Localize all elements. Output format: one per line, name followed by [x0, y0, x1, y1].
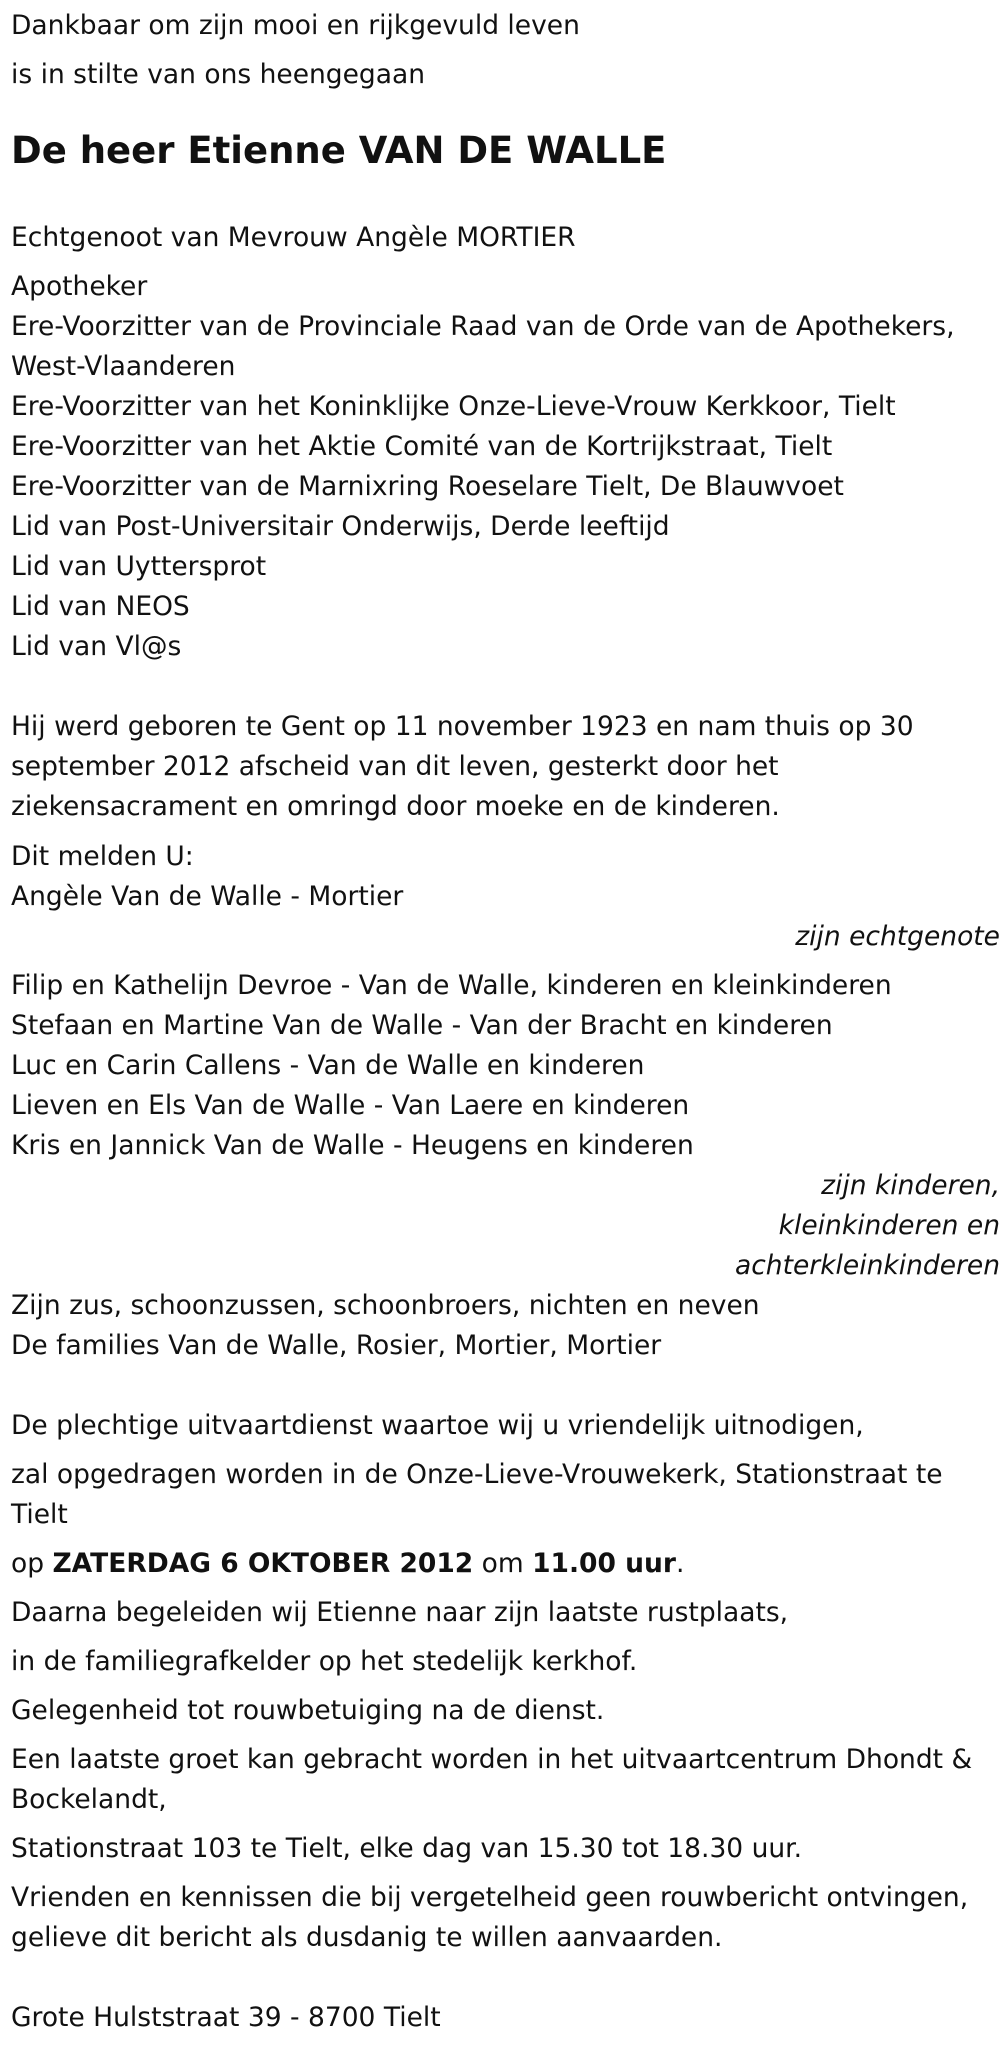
date-connector: om [473, 1548, 533, 1579]
widow-line: Angèle Van de Walle - Mortier [11, 881, 404, 912]
children-list [11, 966, 992, 1166]
service-date: ZATERDAG 6 OKTOBER 2012 [52, 1548, 474, 1579]
titles-list [11, 267, 992, 667]
date-suffix: . [675, 1548, 685, 1579]
address-hours-line: Stationstraat 103 te Tielt, elke dag van 15.30 tot 18.30 uur. [11, 1833, 803, 1864]
birth-paragraph: Hij werd geboren te Gent op 11 november 1923 en nam thuis op 30 september 2012 afscheid van dit leven, gesterkt door het ziekensacrament en omringd door moeke en de kinderen. [11, 711, 914, 822]
service-date-line [11, 1544, 992, 1584]
title-item: Ere-Voorzitter van de Marnixring Roeselare Tielt, De Blauwvoet [11, 471, 844, 502]
date-prefix: op [11, 1548, 53, 1579]
burial-line-2: in de familiegrafkelder op het stedelijk kerkhof. [11, 1646, 638, 1677]
title-item: Ere-Voorzitter van het Aktie Comité van de Kortrijkstraat, Tielt [11, 431, 833, 462]
widow-role: zijn echtgenote [795, 921, 1000, 952]
title-item: Lid van NEOS [11, 591, 190, 622]
children-role-line: kleinkinderen en [778, 1210, 1000, 1241]
service-church: zal opgedragen worden in de Onze-Lieve-Vrouwekerk, Stationstraat te Tielt [11, 1459, 943, 1530]
relatives-line: Zijn zus, schoonzussen, schoonbroers, nichten en neven [11, 1290, 760, 1321]
children-role-line: achterkleinkinderen [735, 1250, 1000, 1281]
service-invite: De plechtige uitvaartdienst waartoe wij u vriendelijk uitnodigen, [11, 1410, 864, 1441]
spouse-line: Echtgenoot van Mevrouw Angèle MORTIER [11, 222, 576, 253]
burial-line-1: Daarna begeleiden wij Etienne naar zijn laatste rustplaats, [11, 1597, 789, 1628]
title-item: Ere-Voorzitter van de Provinciale Raad van de Orde van de Apothekers, West-Vlaanderen [11, 311, 955, 382]
deceased-name: De heer Etienne VAN DE WALLE [11, 129, 667, 172]
condolence-line: Gelegenheid tot rouwbetuiging na de dienst. [11, 1695, 605, 1726]
child-family: Kris en Jannick Van de Walle - Heugens en kinderen [11, 1130, 694, 1161]
title-item: Apotheker [11, 271, 148, 302]
farewell-line: Een laatste groet kan gebracht worden in het uitvaartcentrum Dhondt & Bockelandt, [11, 1744, 973, 1815]
intro-line-2: is in stilte van ons heengegaan [11, 59, 426, 90]
title-item: Ere-Voorzitter van het Koninklijke Onze-Lieve-Vrouw Kerkkoor, Tielt [11, 391, 896, 422]
child-family: Stefaan en Martine Van de Walle - Van der Bracht en kinderen [11, 1010, 833, 1041]
title-item: Lid van Vl@s [11, 631, 182, 662]
title-item: Lid van Post-Universitair Onderwijs, Derde leeftijd [11, 511, 670, 542]
children-role [11, 1166, 1000, 1286]
announce-line: Dit melden U: [11, 841, 194, 872]
child-family: Filip en Kathelijn Devroe - Van de Walle, kinderen en kleinkinderen [11, 970, 892, 1001]
notice-paragraph: Vrienden en kennissen die bij vergetelheid geen rouwbericht ontvingen, gelieve dit bericht als dusdanig te willen aanvaarden. [11, 1882, 969, 1953]
intro-line-1: Dankbaar om zijn mooi en rijkgevuld leven [11, 10, 580, 41]
relatives-line: De families Van de Walle, Rosier, Mortier, Mortier [11, 1330, 662, 1361]
service-time: 11.00 uur [532, 1548, 676, 1579]
title-item: Lid van Uyttersprot [11, 551, 267, 582]
child-family: Luc en Carin Callens - Van de Walle en kinderen [11, 1050, 645, 1081]
home-address: Grote Hulststraat 39 - 8700 Tielt [11, 2002, 441, 2033]
children-role-line: zijn kinderen, [821, 1170, 1000, 1201]
child-family: Lieven en Els Van de Walle - Van Laere en kinderen [11, 1090, 690, 1121]
